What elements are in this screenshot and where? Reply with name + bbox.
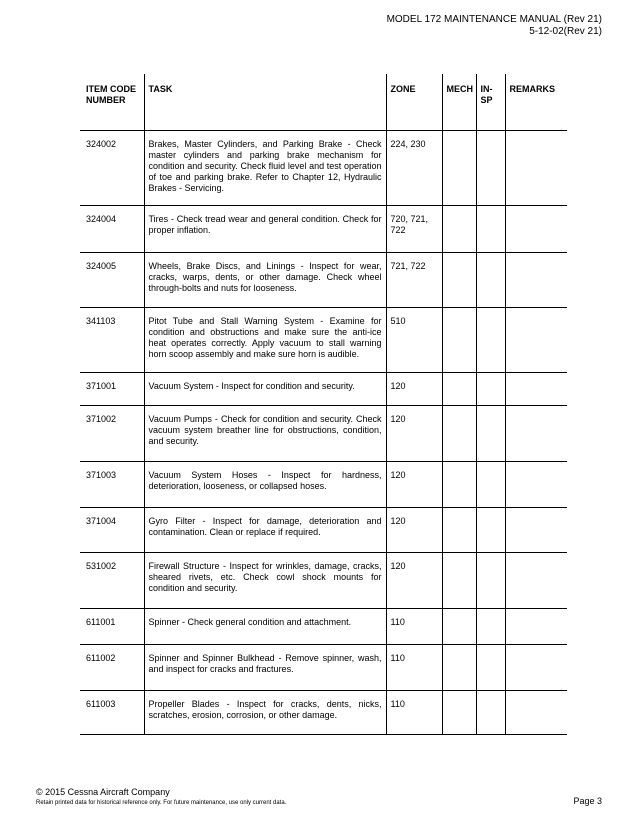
mech-cell[interactable]	[442, 609, 476, 645]
mech-cell[interactable]	[442, 508, 476, 553]
task-description: Vacuum System Hoses - Inspect for hardness, deterioration, looseness, or collapsed hoses.	[144, 462, 386, 508]
header-zone: ZONE	[386, 74, 442, 131]
item-code: 341103	[80, 308, 144, 373]
remarks-cell[interactable]	[505, 131, 567, 206]
insp-cell[interactable]	[476, 645, 505, 691]
task-description: Vacuum Pumps - Check for condition and security. Check vacuum system breather line for obstructions, condition, and security.	[144, 406, 386, 462]
manual-title: MODEL 172 MAINTENANCE MANUAL (Rev 21)	[386, 14, 602, 25]
zone: 120	[386, 462, 442, 508]
zone: 510	[386, 308, 442, 373]
remarks-cell[interactable]	[505, 308, 567, 373]
inspection-table	[80, 74, 567, 735]
item-code: 324004	[80, 206, 144, 253]
insp-cell[interactable]	[476, 553, 505, 609]
remarks-cell[interactable]	[505, 206, 567, 253]
item-code: 611003	[80, 691, 144, 735]
header-item-code: ITEM CODE NUMBER	[80, 74, 144, 131]
page-number: Page 3	[573, 796, 602, 806]
mech-cell[interactable]	[442, 308, 476, 373]
task-description: Spinner - Check general condition and attachment.	[144, 609, 386, 645]
table-row	[80, 206, 567, 253]
item-code: 531002	[80, 553, 144, 609]
item-code: 371003	[80, 462, 144, 508]
table-row	[80, 308, 567, 373]
mech-cell[interactable]	[442, 462, 476, 508]
mech-cell[interactable]	[442, 206, 476, 253]
mech-cell[interactable]	[442, 645, 476, 691]
item-code: 324002	[80, 131, 144, 206]
insp-cell[interactable]	[476, 206, 505, 253]
remarks-cell[interactable]	[505, 609, 567, 645]
remarks-cell[interactable]	[505, 373, 567, 406]
item-code: 371002	[80, 406, 144, 462]
task-description: Firewall Structure - Inspect for wrinkles, damage, cracks, sheared rivets, etc. Check cowl shock mounts for condition and security.	[144, 553, 386, 609]
insp-cell[interactable]	[476, 253, 505, 308]
zone: 110	[386, 691, 442, 735]
mech-cell[interactable]	[442, 131, 476, 206]
zone: 120	[386, 373, 442, 406]
header-remarks: REMARKS	[505, 74, 567, 131]
mech-cell[interactable]	[442, 553, 476, 609]
revision-date: 5-12-02(Rev 21)	[529, 26, 602, 37]
zone: 224, 230	[386, 131, 442, 206]
item-code: 371004	[80, 508, 144, 553]
disclaimer-text: Retain printed data for historical reference only. For future maintenance, use only current data.	[36, 800, 287, 806]
table-row	[80, 406, 567, 462]
table-row	[80, 691, 567, 735]
item-code: 324005	[80, 253, 144, 308]
insp-cell[interactable]	[476, 609, 505, 645]
insp-cell[interactable]	[476, 691, 505, 735]
header-mech: MECH	[442, 74, 476, 131]
task-description: Spinner and Spinner Bulkhead - Remove spinner, wash, and inspect for cracks and fractures.	[144, 645, 386, 691]
insp-cell[interactable]	[476, 131, 505, 206]
remarks-cell[interactable]	[505, 462, 567, 508]
insp-cell[interactable]	[476, 308, 505, 373]
zone: 721, 722	[386, 253, 442, 308]
table-row	[80, 645, 567, 691]
task-description: Tires - Check tread wear and general condition. Check for proper inflation.	[144, 206, 386, 253]
remarks-cell[interactable]	[505, 406, 567, 462]
page-footer	[36, 787, 286, 808]
insp-cell[interactable]	[476, 508, 505, 553]
mech-cell[interactable]	[442, 406, 476, 462]
zone: 110	[386, 609, 442, 645]
zone: 120	[386, 508, 442, 553]
item-code: 371001	[80, 373, 144, 406]
task-description: Propeller Blades - Inspect for cracks, dents, nicks, scratches, erosion, corrosion, or other damage.	[144, 691, 386, 735]
table-row	[80, 462, 567, 508]
item-code: 611001	[80, 609, 144, 645]
table-header-row	[80, 74, 567, 131]
mech-cell[interactable]	[442, 373, 476, 406]
copyright-notice: © 2015 Cessna Aircraft Company	[36, 787, 170, 797]
page-header	[387, 14, 602, 38]
remarks-cell[interactable]	[505, 691, 567, 735]
table-row	[80, 131, 567, 206]
table-row	[80, 553, 567, 609]
remarks-cell[interactable]	[505, 553, 567, 609]
remarks-cell[interactable]	[505, 645, 567, 691]
task-description: Gyro Filter - Inspect for damage, deterioration and contamination. Clean or replace if required.	[144, 508, 386, 553]
zone: 120	[386, 406, 442, 462]
table-row	[80, 253, 567, 308]
zone: 720, 721, 722	[386, 206, 442, 253]
task-description: Pitot Tube and Stall Warning System - Examine for condition and obstructions and make sure the anti-ice heat operates correctly. Apply vacuum to stall warning horn scoop assembly and make sure horn is audible.	[144, 308, 386, 373]
insp-cell[interactable]	[476, 373, 505, 406]
task-description: Brakes, Master Cylinders, and Parking Brake - Check master cylinders and parking brake mechanism for condition and security. Check fluid level and test operation of toe and parking brake. Refer to Chapter 12, Hydraulic Brakes - Servicing.	[144, 131, 386, 206]
table-row	[80, 609, 567, 645]
header-insp: IN-SP	[476, 74, 505, 131]
table-row	[80, 508, 567, 553]
header-task: TASK	[144, 74, 386, 131]
remarks-cell[interactable]	[505, 508, 567, 553]
task-description: Vacuum System - Inspect for condition and security.	[144, 373, 386, 406]
zone: 110	[386, 645, 442, 691]
mech-cell[interactable]	[442, 691, 476, 735]
task-description: Wheels, Brake Discs, and Linings - Inspect for wear, cracks, warps, dents, or other damage. Check wheel through-bolts and nuts for looseness.	[144, 253, 386, 308]
insp-cell[interactable]	[476, 406, 505, 462]
remarks-cell[interactable]	[505, 253, 567, 308]
zone: 120	[386, 553, 442, 609]
insp-cell[interactable]	[476, 462, 505, 508]
table-row	[80, 373, 567, 406]
mech-cell[interactable]	[442, 253, 476, 308]
item-code: 611002	[80, 645, 144, 691]
